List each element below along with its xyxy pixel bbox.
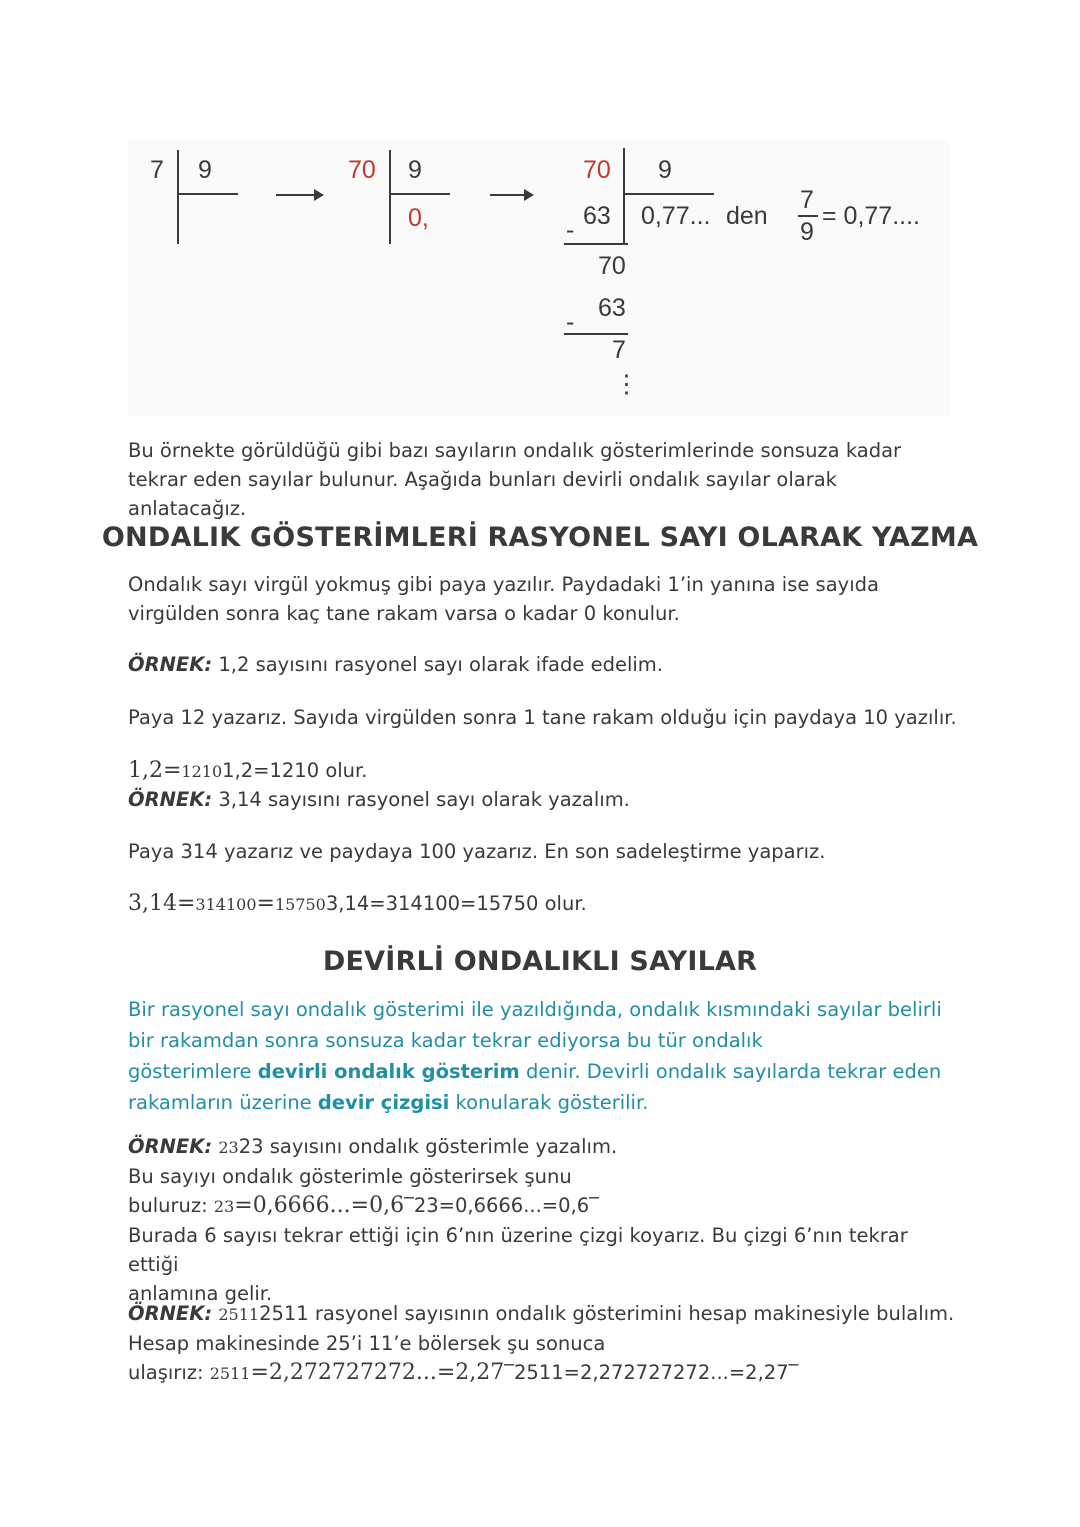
example-line: anlamına gelir.: [128, 1282, 273, 1305]
overline-mark: ‾: [504, 1361, 515, 1384]
definition-line: [128, 1056, 958, 1087]
example-3: [128, 1132, 958, 1308]
step2-divisor: 9: [408, 156, 422, 184]
continuation-dots: ⋮: [614, 370, 639, 398]
rule-line: Ondalık sayı virgül yokmuş gibi paya yazılır. Paydadaki 1’in yanına ise sayıda: [128, 573, 879, 596]
definition-text: gösterimlere: [128, 1060, 258, 1083]
definition-line: [128, 1087, 958, 1118]
step1-dividend: 7: [150, 156, 164, 184]
intro-line: Bu örnekte görüldüğü gibi bazı sayıların ondalık gösterimlerinde sonsuza kadar: [128, 439, 902, 462]
math-fraction: 15750: [274, 895, 326, 914]
example-1-statement: [128, 650, 958, 679]
step1-divisor: 9: [198, 156, 212, 184]
example-2-statement: [128, 785, 958, 814]
minus-sign-2: -: [566, 308, 575, 336]
math-fraction: 2511: [218, 1305, 260, 1324]
math-fraction: 2511: [209, 1364, 251, 1383]
fraction-numerator: 7: [800, 186, 814, 214]
example-text: 3,14 sayısını rasyonel sayı olarak yazalım.: [212, 788, 630, 811]
long-division-figure: [128, 140, 950, 416]
definition-term: devir çizgisi: [317, 1091, 450, 1114]
example-label: ÖRNEK:: [128, 1135, 213, 1158]
example-text: buluruz:: [128, 1194, 214, 1217]
math-expression: 3,14=: [128, 891, 196, 916]
definition-line: Bir rasyonel sayı ondalık gösterimi ile yazıldığında, ondalık kısmındaki sayılar belirli: [128, 998, 942, 1021]
step2-quotient: 0,: [408, 204, 429, 232]
example-line: Hesap makinesinde 25’i 11’e bölersek şu sonuca: [128, 1332, 606, 1355]
fraction-denominator: 9: [800, 218, 814, 246]
example-line: Bu sayıyı ondalık gösterimle gösterirsek şunu: [128, 1165, 572, 1188]
step2-dividend: 70: [348, 156, 376, 184]
math-expression: =: [256, 891, 275, 916]
math-fraction: 23: [213, 1197, 235, 1216]
rule-paragraph: [128, 570, 958, 628]
math-tail: 2511=2,272727272...=2,27: [514, 1361, 789, 1384]
overline-mark: ‾: [788, 1361, 799, 1384]
math-tail: 23=0,6666...=0,6: [413, 1194, 590, 1217]
math-tail: 1,2=1210 olur.: [222, 759, 368, 782]
math-expression: =0,6666...=0,6: [234, 1193, 405, 1218]
definition-term: devirli ondalık gösterim: [257, 1060, 520, 1083]
example-statement: [128, 1132, 958, 1162]
example-text: 2511 rasyonel sayısının ondalık gösterimini hesap makinesiyle bulalım.: [259, 1302, 955, 1325]
overline-mark: ‾: [404, 1194, 414, 1217]
definition-line: bir rakamdan sonra sonsuza kadar tekrar ediyorsa bu tür ondalık: [128, 1029, 763, 1052]
step3-remainder-2: 7: [612, 336, 626, 364]
math-fraction: 314100: [195, 895, 257, 914]
definition-paragraph: [128, 994, 958, 1118]
step3-remainder-1: 70: [598, 252, 626, 280]
step3-dividend: 70: [583, 156, 611, 184]
example-label: ÖRNEK:: [128, 788, 213, 811]
example-label: ÖRNEK:: [128, 653, 213, 676]
example-line: [128, 1358, 958, 1388]
math-expression: 1,2=: [128, 758, 182, 783]
math-tail: 3,14=314100=15750 olur.: [325, 892, 587, 915]
example-2-math: [128, 889, 958, 919]
example-line: Burada 6 sayısı tekrar ettiği için 6’nın üzerine çizgi koyarız. Bu çizgi 6’nın tekrar ettiği: [128, 1224, 908, 1276]
example-1-explanation: Paya 12 yazarız. Sayıda virgülden sonra 1 tane rakam olduğu için paydaya 10 yazılır.: [128, 706, 957, 729]
rule-line: virgülden sonra kaç tane rakam varsa o kadar 0 konulur.: [128, 602, 680, 625]
minus-sign-1: -: [566, 216, 575, 244]
definition-text: konularak gösterilir.: [449, 1091, 649, 1114]
example-text: 1,2 sayısını rasyonel sayı olarak ifade edelim.: [212, 653, 663, 676]
example-text: 23 sayısını ondalık gösterimle yazalım.: [238, 1135, 618, 1158]
section-heading: ONDALIK GÖSTERİMLERİ RASYONEL SAYI OLARAK YAZMA: [101, 522, 979, 553]
step3-den-word: den: [726, 202, 768, 230]
division-diagram: [128, 140, 950, 416]
math-fraction: 1210: [181, 762, 223, 781]
intro-paragraph: [128, 436, 958, 523]
section-heading: DEVİRLİ ONDALIKLI SAYILAR: [322, 946, 758, 977]
math-expression: =2,272727272...=2,27: [250, 1360, 505, 1385]
arrow-right-icon: [490, 189, 534, 201]
example-label: ÖRNEK:: [128, 1302, 213, 1325]
definition-text: denir. Devirli ondalık sayılarda tekrar eden: [519, 1060, 942, 1083]
example-text: ulaşırız:: [128, 1361, 210, 1384]
intro-line: tekrar eden sayılar bulunur. Aşağıda bunları devirli ondalık sayılar olarak anlatacağız.: [128, 468, 837, 520]
step3-divisor: 9: [658, 156, 672, 184]
example-1-math: [128, 756, 958, 786]
example-statement: [128, 1299, 958, 1329]
math-fraction: 23: [218, 1138, 239, 1157]
step3-subtract-2: 63: [598, 294, 626, 322]
step3-quotient: 0,77...: [641, 202, 711, 230]
overline-mark: ‾: [589, 1194, 599, 1217]
example-4: [128, 1299, 958, 1388]
step3-subtract-1: 63: [583, 202, 611, 230]
arrow-right-icon: [276, 189, 324, 201]
example-2-explanation: Paya 314 yazarız ve paydaya 100 yazarız. En son sadeleştirme yaparız.: [128, 840, 826, 863]
fraction-result: = 0,77....: [822, 202, 920, 230]
definition-text: rakamların üzerine: [128, 1091, 318, 1114]
example-line: [128, 1191, 958, 1221]
